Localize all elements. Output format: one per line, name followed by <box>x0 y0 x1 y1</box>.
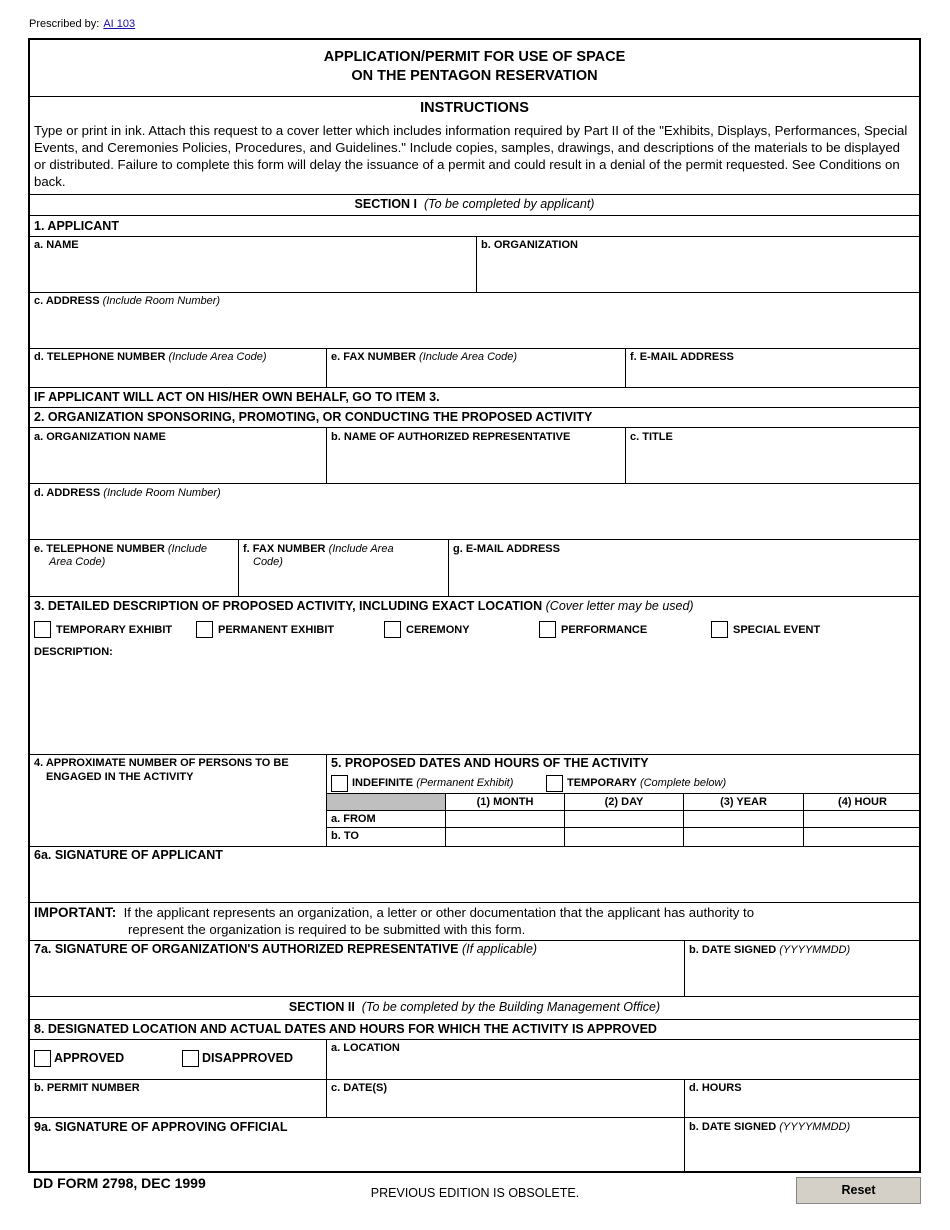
rep-signature-note: (If applicable) <box>462 942 538 956</box>
indefinite-note: (Permanent Exhibit) <box>416 777 514 789</box>
important-line2: represent the organization is required to be submitted with this form. <box>128 922 526 937</box>
form-title-line1: APPLICATION/PERMIT FOR USE OF SPACE <box>323 49 626 65</box>
sponsor-title-label: c. TITLE <box>630 431 673 443</box>
important-label: IMPORTANT: <box>34 905 117 920</box>
reset-button[interactable]: Reset <box>796 1177 921 1204</box>
official-signature-label: 9a. SIGNATURE OF APPROVING OFFICIAL <box>34 1120 288 1134</box>
own-behalf-note: IF APPLICANT WILL ACT ON HIS/HER OWN BEHALF, GO TO ITEM 3. <box>34 390 440 404</box>
applicant-fax-note: (Include Area Code) <box>419 351 518 363</box>
dates-table-corner <box>327 794 446 811</box>
dates-row-from: a. FROM <box>327 811 446 828</box>
sponsor-phone-text: e. TELEPHONE NUMBER <box>34 543 165 555</box>
prescribed-label: Prescribed by: <box>29 18 100 30</box>
permanent-exhibit-checkbox[interactable] <box>196 621 213 638</box>
approved-dates-label: c. DATE(S) <box>331 1082 388 1094</box>
persons-label-line1: 4. APPROXIMATE NUMBER OF PERSONS TO BE <box>34 757 289 769</box>
approval-heading: 8. DESIGNATED LOCATION AND ACTUAL DATES AND HOURS FOR WHICH THE ACTIVITY IS APPROVED <box>34 1022 657 1036</box>
sponsor-fax-note-a: (Include Area <box>328 543 394 555</box>
form-title-line2: ON THE PENTAGON RESERVATION <box>351 68 598 84</box>
form-id: DD FORM 2798, DEC 1999 <box>33 1175 206 1191</box>
ceremony-checkbox[interactable] <box>384 621 401 638</box>
sponsor-phone-note-a: (Include <box>167 543 207 555</box>
sponsor-heading: 2. ORGANIZATION SPONSORING, PROMOTING, OR CONDUCTING THE PROPOSED ACTIVITY <box>34 410 593 424</box>
sponsor-phone-note-b: Area Code) <box>49 556 106 568</box>
description-label: DESCRIPTION: <box>34 646 113 658</box>
temporary-exhibit-checkbox[interactable] <box>34 621 51 638</box>
approved-label: APPROVED <box>54 1051 125 1065</box>
dates-col-hour: (4) HOUR <box>804 794 921 811</box>
applicant-address-note: (Include Room Number) <box>102 295 221 307</box>
temporary-note: (Complete below) <box>639 777 727 789</box>
sponsor-fax-note-b: Code) <box>253 556 283 568</box>
rep-date-note: (YYYYMMDD) <box>779 944 851 956</box>
sponsor-address-label <box>34 487 221 499</box>
performance-label: PERFORMANCE <box>561 624 648 636</box>
official-date-note: (YYYYMMDD) <box>779 1121 851 1133</box>
dates-row-to: b. TO <box>327 828 446 846</box>
dates-heading: 5. PROPOSED DATES AND HOURS OF THE ACTIVITY <box>331 756 649 770</box>
disapproved-label: DISAPPROVED <box>202 1051 293 1065</box>
permit-form <box>28 38 921 1173</box>
to-day-input[interactable] <box>565 828 684 846</box>
section2-note: (To be completed by the Building Management Office) <box>361 1000 661 1014</box>
special-event-checkbox[interactable] <box>711 621 728 638</box>
sponsor-address-text: d. ADDRESS <box>34 487 101 499</box>
prescribed-link[interactable]: AI 103 <box>103 18 136 30</box>
sponsor-address-note: (Include Room Number) <box>103 487 221 499</box>
applicant-fax-text: e. FAX NUMBER <box>331 351 416 363</box>
important-line1 <box>34 905 754 920</box>
sponsor-email-label: g. E-MAIL ADDRESS <box>453 543 560 555</box>
rep-signature-text: 7a. SIGNATURE OF ORGANIZATION'S AUTHORIZED REPRESENTATIVE <box>34 942 459 956</box>
section2-label: SECTION II <box>288 1000 355 1014</box>
activity-heading-text: 3. DETAILED DESCRIPTION OF PROPOSED ACTIVITY, INCLUDING EXACT LOCATION <box>34 599 543 613</box>
temporary-label <box>567 777 726 789</box>
persons-label-line2: ENGAGED IN THE ACTIVITY <box>46 771 194 783</box>
obsolete-note: PREVIOUS EDITION IS OBSOLETE. <box>370 1186 580 1200</box>
sponsor-rep-name-label: b. NAME OF AUTHORIZED REPRESENTATIVE <box>331 431 571 443</box>
applicant-phone-note: (Include Area Code) <box>168 351 267 363</box>
indefinite-checkbox[interactable] <box>331 775 348 792</box>
performance-checkbox[interactable] <box>539 621 556 638</box>
section1-label: SECTION I <box>354 197 418 211</box>
section2-title <box>30 1000 919 1014</box>
indefinite-text: INDEFINITE <box>352 777 414 789</box>
indefinite-label <box>352 777 513 789</box>
applicant-signature-label: 6a. SIGNATURE OF APPLICANT <box>34 848 223 862</box>
applicant-address-text: c. ADDRESS <box>34 295 100 307</box>
permit-number-label: b. PERMIT NUMBER <box>34 1082 140 1094</box>
applicant-email-label: f. E-MAIL ADDRESS <box>630 351 734 363</box>
applicant-phone-label <box>34 351 267 363</box>
from-hour-input[interactable] <box>804 811 921 828</box>
rep-date-text: b. DATE SIGNED <box>689 944 777 956</box>
important-text-1: If the applicant represents an organization, a letter or other documentation that the applicant has authority to <box>123 905 755 920</box>
rep-signature-label <box>34 942 537 956</box>
rep-date-label <box>689 944 850 956</box>
approved-hours-label: d. HOURS <box>689 1082 742 1094</box>
to-year-input[interactable] <box>684 828 804 846</box>
applicant-fax-label <box>331 351 517 363</box>
special-event-label: SPECIAL EVENT <box>733 624 821 636</box>
sponsor-org-name-label: a. ORGANIZATION NAME <box>34 431 166 443</box>
sponsor-fax-label <box>243 543 394 555</box>
temporary-checkbox[interactable] <box>546 775 563 792</box>
section1-title <box>30 197 919 211</box>
from-year-input[interactable] <box>684 811 804 828</box>
approved-checkbox[interactable] <box>34 1050 51 1067</box>
location-label: a. LOCATION <box>331 1042 400 1054</box>
section1-note: (To be completed by applicant) <box>423 197 595 211</box>
instructions-text: Type or print in ink. Attach this request to a cover letter which includes information required by Part II of the "Exhibits, Displays, Performances, Special Events, and Ceremonies Policies, Procedures, and Guidelines." Include copies, samples, drawings, and descriptions of the materials to be displayed or distributed. Failure to complete this form will delay the issuance of a permit and could result in a denial of the permit requested. See Conditions on back. <box>34 123 908 189</box>
sponsor-phone-label <box>34 543 207 555</box>
temporary-text: TEMPORARY <box>567 777 637 789</box>
official-date-text: b. DATE SIGNED <box>689 1121 777 1133</box>
applicant-org-label: b. ORGANIZATION <box>481 239 578 251</box>
from-month-input[interactable] <box>446 811 565 828</box>
dates-col-year: (3) YEAR <box>684 794 804 811</box>
applicant-heading: 1. APPLICANT <box>34 219 119 233</box>
temporary-exhibit-label: TEMPORARY EXHIBIT <box>56 624 173 636</box>
applicant-address-label <box>34 295 220 307</box>
ceremony-label: CEREMONY <box>406 624 470 636</box>
to-hour-input[interactable] <box>804 828 921 846</box>
dates-col-day: (2) DAY <box>565 794 684 811</box>
sponsor-fax-text: f. FAX NUMBER <box>243 543 326 555</box>
applicant-phone-text: d. TELEPHONE NUMBER <box>34 351 166 363</box>
permanent-exhibit-label: PERMANENT EXHIBIT <box>218 624 335 636</box>
instructions-heading: INSTRUCTIONS <box>420 100 529 116</box>
official-date-label <box>689 1121 850 1133</box>
activity-heading <box>34 599 694 613</box>
dates-col-month: (1) MONTH <box>446 794 565 811</box>
activity-heading-note: (Cover letter may be used) <box>545 599 694 613</box>
applicant-name-label: a. NAME <box>34 239 79 251</box>
from-day-input[interactable] <box>565 811 684 828</box>
prescribed-by <box>29 18 135 30</box>
to-month-input[interactable] <box>446 828 565 846</box>
disapproved-checkbox[interactable] <box>182 1050 199 1067</box>
